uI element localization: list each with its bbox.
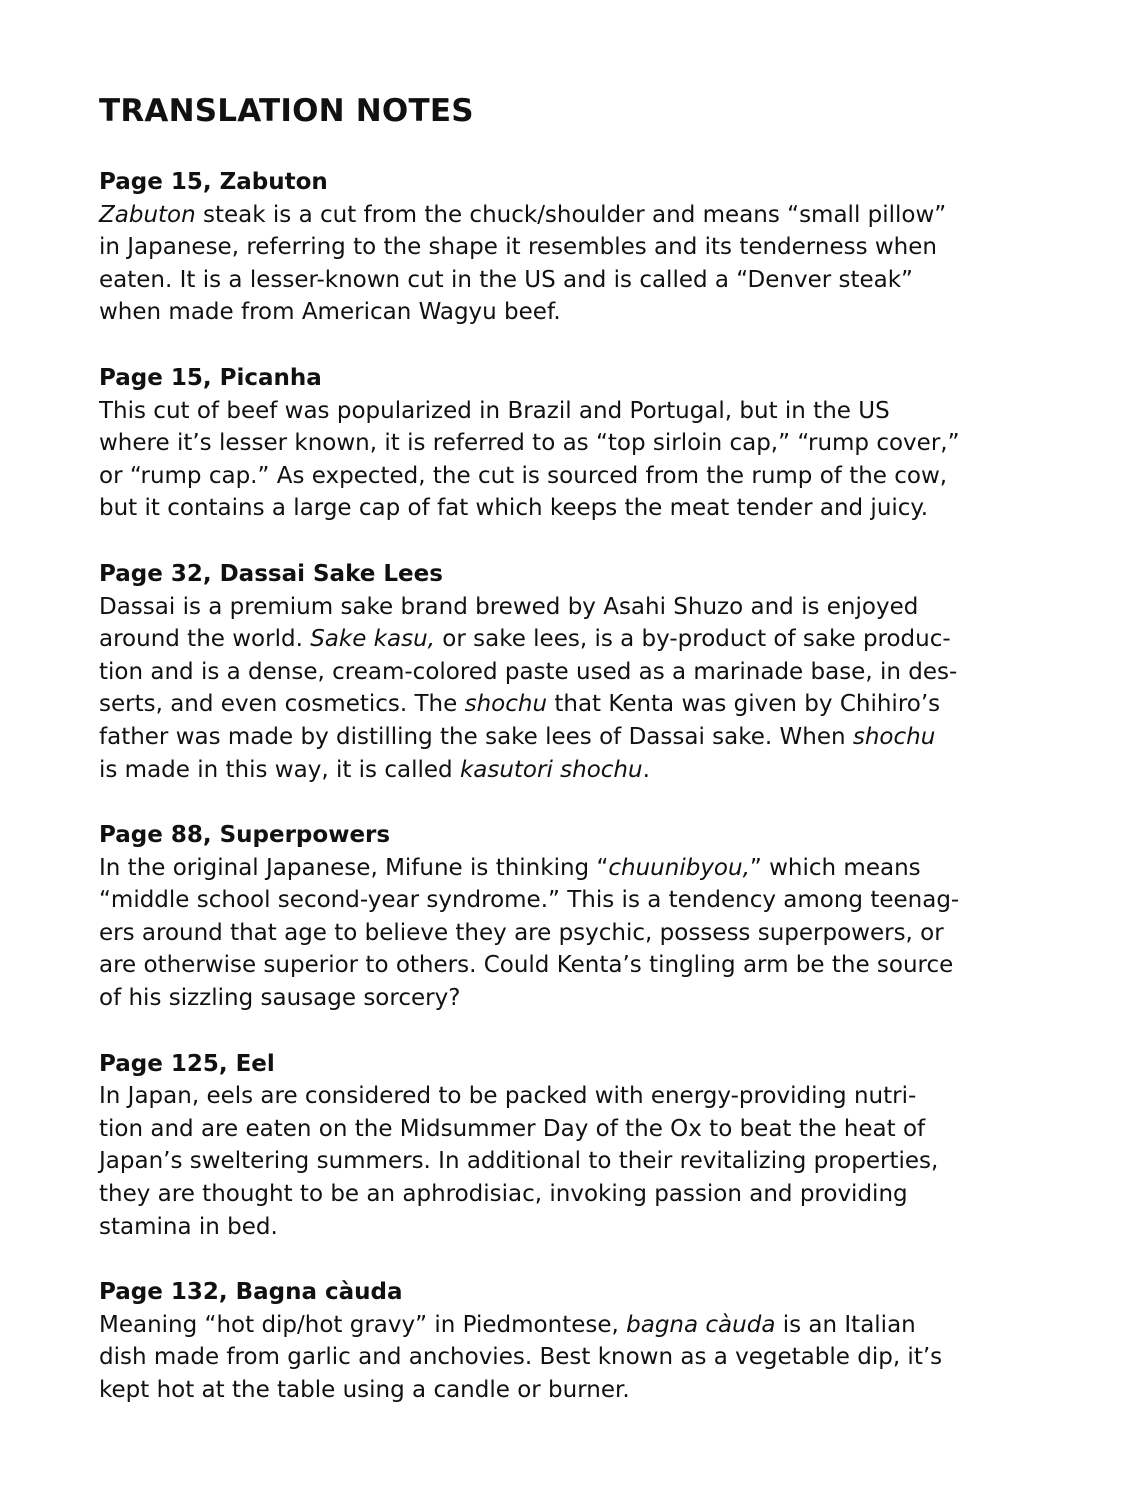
text-run: in Japanese, referring to the shape it resembles and its tenderness when [99,234,937,261]
note-line [99,1145,1039,1178]
text-run: In Japan, eels are considered to be packed with energy-providing nutri- [99,1083,917,1110]
note-line [99,231,1039,264]
translation-note [99,819,1039,1015]
note-heading: Page 88, Superpowers [99,822,391,849]
note-heading: Page 125, Eel [99,1050,275,1077]
note-line [99,754,1039,787]
note-line [99,1341,1039,1374]
note-line [99,591,1039,624]
note-line [99,1211,1039,1244]
text-run: . [642,756,650,783]
text-run: when made from American Wagyu beef. [99,299,561,326]
note-line [99,852,1039,885]
text-run: Dassai is a premium sake brand brewed by Asahi Shuzo and is enjoyed [99,593,919,620]
note-body [99,199,1039,329]
text-run: This cut of beef was popularized in Brazil and Portugal, but in the US [99,397,890,424]
note-line [99,199,1039,232]
text-run: that Kenta was given by Chihiro’s [547,691,941,718]
note-line [99,492,1039,525]
note-line [99,1374,1039,1407]
italic-term: shochu [464,691,548,718]
translation-note [99,558,1039,786]
text-run: father was made by distilling the sake lees of Dassai sake. When [99,723,853,750]
translation-note [99,166,1039,329]
translation-note [99,1276,1039,1406]
translation-note [99,362,1039,525]
note-line [99,623,1039,656]
note-heading: Page 15, Picanha [99,364,322,391]
note-body [99,591,1039,787]
text-run: but it contains a large cap of fat which keeps the meat tender and juicy. [99,495,929,522]
text-run: In the original Japanese, Mifune is thinking “ [99,854,609,881]
notes-list [99,166,1039,1407]
note-heading: Page 32, Dassai Sake Lees [99,560,443,587]
text-run: where it’s lesser known, it is referred to as “top sirloin cap,” “rump cover,” [99,430,960,457]
text-run: eaten. It is a lesser-known cut in the US and is called a “Denver steak” [99,266,913,293]
text-run: or sake lees, is a by-product of sake produc- [434,626,951,653]
text-run: Japan’s sweltering summers. In additional to their revitalizing properties, [99,1148,939,1175]
note-line [99,1113,1039,1146]
text-run: tion and are eaten on the Midsummer Day of the Ox to beat the heat of [99,1115,926,1142]
note-heading: Page 132, Bagna càuda [99,1279,403,1306]
note-body [99,1080,1039,1243]
text-run: around the world. [99,626,311,653]
text-run: ers around that age to believe they are psychic, possess superpowers, or [99,919,944,946]
note-line [99,982,1039,1015]
text-run: are otherwise superior to others. Could Kenta’s tingling arm be the source [99,952,954,979]
italic-term: chuunibyou, [608,854,750,881]
italic-term: Zabuton [99,201,196,228]
text-run: Meaning “hot dip/hot gravy” in Piedmontese, [99,1311,627,1338]
note-line [99,395,1039,428]
text-run: serts, and even cosmetics. The [99,691,465,718]
italic-term: Sake kasu, [310,626,435,653]
text-run: tion and is a dense, cream-colored paste used as a marinade base, in des- [99,658,958,685]
italic-term: kasutori shochu [459,756,643,783]
note-line [99,460,1039,493]
text-run: stamina in bed. [99,1213,278,1240]
note-body [99,852,1039,1015]
note-heading: Page 15, Zabuton [99,169,328,195]
text-run: is an Italian [775,1311,916,1338]
translation-notes-page [99,88,1039,1440]
text-run: ” which means [749,854,921,881]
note-line [99,264,1039,297]
note-line [99,884,1039,917]
text-run: they are thought to be an aphrodisiac, invoking passion and providing [99,1181,908,1208]
note-line [99,688,1039,721]
italic-term: bagna càuda [626,1311,776,1338]
note-body [99,1309,1039,1407]
note-line [99,949,1039,982]
note-line [99,1178,1039,1211]
text-run: steak is a cut from the chuck/shoulder and means “small pillow” [195,201,947,228]
text-run: dish made from garlic and anchovies. Best known as a vegetable dip, it’s [99,1344,943,1371]
note-line [99,1309,1039,1342]
text-run: kept hot at the table using a candle or burner. [99,1377,630,1403]
translation-note [99,1048,1039,1244]
text-run: of his sizzling sausage sorcery? [99,985,461,1012]
note-body [99,395,1039,525]
note-line [99,917,1039,950]
text-run: is made in this way, it is called [99,756,460,783]
note-line [99,427,1039,460]
italic-term: shochu [852,723,936,750]
note-line [99,296,1039,329]
note-line [99,656,1039,689]
page-title: TRANSLATION NOTES [99,93,474,129]
text-run: “middle school second-year syndrome.” This is a tendency among teenag- [99,887,960,914]
text-run: or “rump cap.” As expected, the cut is sourced from the rump of the cow, [99,462,948,489]
note-line [99,1080,1039,1113]
note-line [99,721,1039,754]
